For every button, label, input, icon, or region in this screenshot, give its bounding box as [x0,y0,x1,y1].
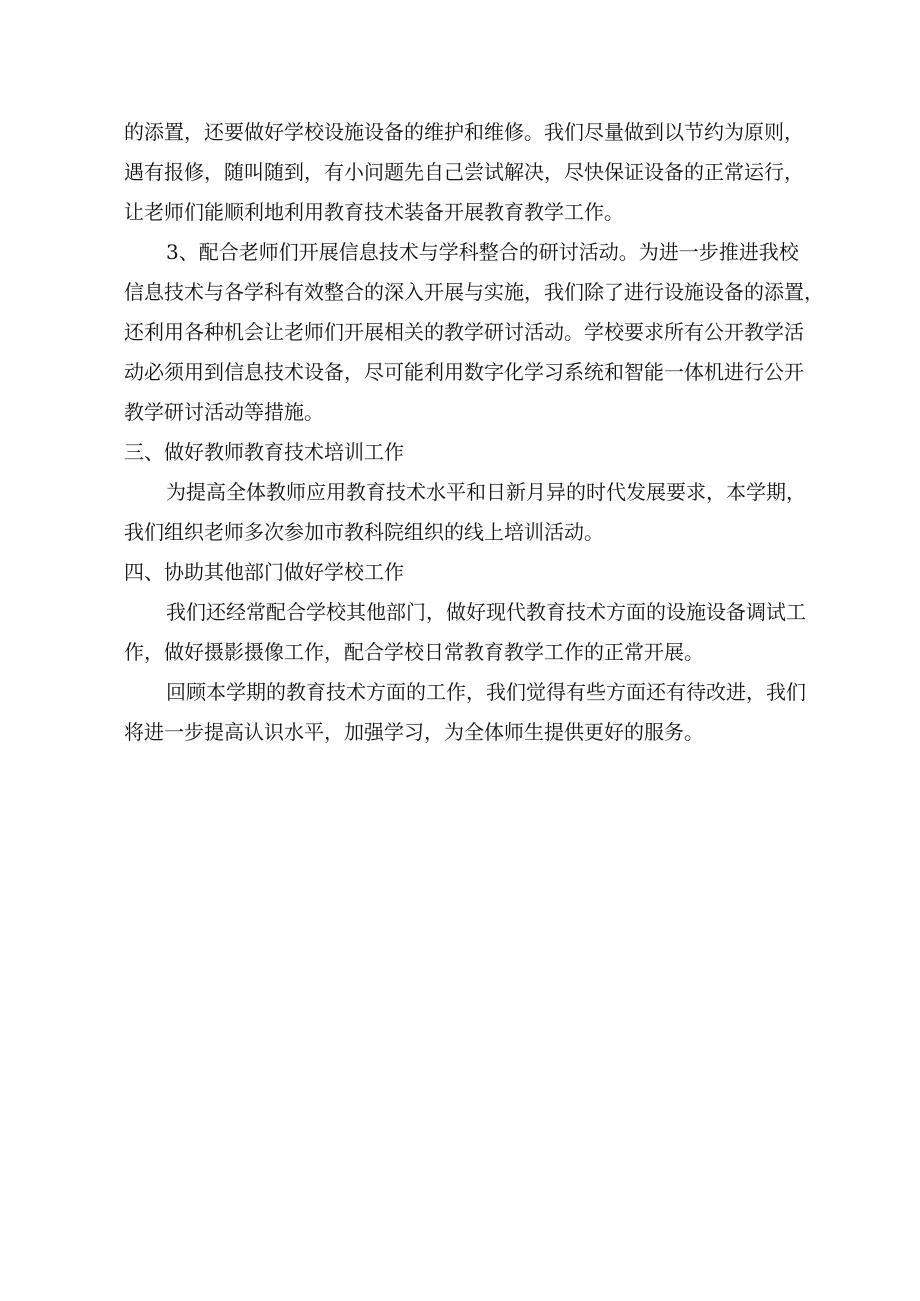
text-line: 信息技术与各学科有效整合的深入开展与实施，我们除了进行设施设备的添置， [124,280,824,304]
text-line: 还利用各种机会让老师们开展相关的教学研讨活动。学校要求所有公开教学活 [124,320,804,344]
text-line: 3、配合老师们开展信息技术与学科整合的研讨活动。为进一步推进我校 [166,240,799,264]
text-line: 作，做好摄影摄像工作，配合学校日常教育教学工作的正常开展。 [124,640,704,664]
section-heading-assist-departments: 四、协助其他部门做好学校工作 [124,560,404,584]
text-line: 的添置，还要做好学校设施设备的维护和维修。我们尽量做到以节约为原则， [124,120,804,144]
paragraph-training [124,472,814,552]
text-line: 遇有报修，随叫随到，有小问题先自己尝试解决，尽快保证设备的正常运行， [124,160,804,184]
text-line: 回顾本学期的教育技术方面的工作，我们觉得有些方面还有待改进，我们 [166,680,806,704]
paragraph-assist-departments [124,592,814,672]
paragraph-integration-activities [124,232,824,432]
text-line: 让老师们能顺利地利用教育技术装备开展教育教学工作。 [124,200,624,224]
text-line: 动必须用到信息技术设备，尽可能利用数字化学习系统和智能一体机进行公开 [124,360,804,384]
document-body [124,112,824,752]
text-line: 教学研讨活动等措施。 [124,400,324,424]
section-heading-training: 三、做好教师教育技术培训工作 [124,440,404,464]
paragraph-review [124,672,814,752]
text-line: 为提高全体教师应用教育技术水平和日新月异的时代发展要求，本学期， [166,480,806,504]
paragraph-equipment-maintenance [124,112,814,232]
text-line: 我们还经常配合学校其他部门，做好现代教育技术方面的设施设备调试工 [166,600,806,624]
text-line: 将进一步提高认识水平，加强学习，为全体师生提供更好的服务。 [124,720,704,744]
text-line: 我们组织老师多次参加市教科院组织的线上培训活动。 [124,520,604,544]
